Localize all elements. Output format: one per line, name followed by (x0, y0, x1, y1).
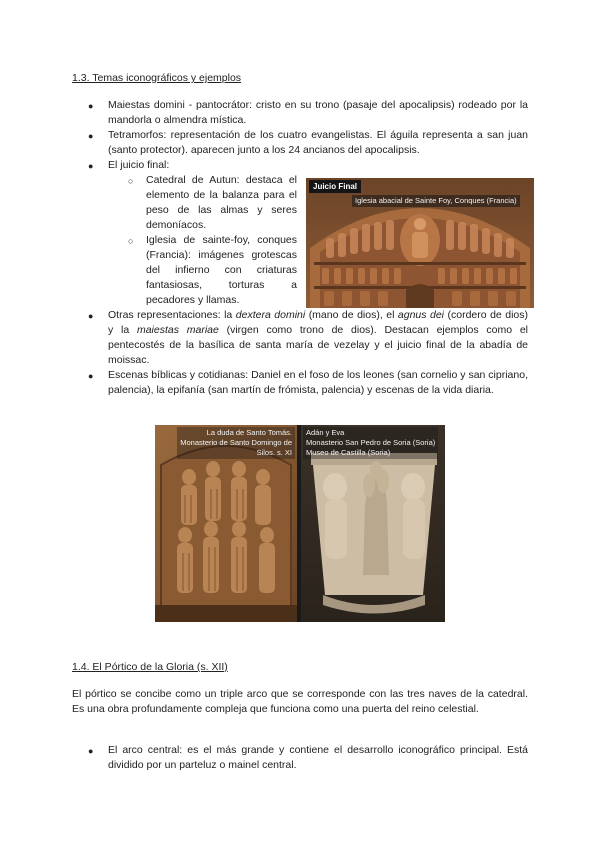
portico-intro: El pórtico se concibe como un triple arco que se corresponde con las tres naves de la catedral. Es una obra profundamente compleja que funciona como una puerta del reino celestial. (72, 688, 528, 715)
section-heading-1-3: 1.3. Temas iconográficos y ejemplos (72, 72, 242, 84)
otras-agnus: agnus dei (397, 309, 445, 321)
otras-text-1: (mano de dios), el (308, 309, 395, 321)
sub-bullet-icon: ○ (128, 236, 134, 246)
bullet-arco-central: El arco central: es el más grande y contiene el desarrollo iconográfico principal. Está dividido por un parteluz o mainel central. (108, 744, 528, 771)
duda-caption-line2: Monasterio de Santo Domingo de (180, 438, 292, 447)
adan-caption (303, 427, 438, 459)
bullet-juicio-final: El juicio final: (108, 159, 170, 171)
otras-text-start: Otras representaciones: la (108, 309, 233, 321)
duda-caption (177, 427, 295, 459)
otras-dextera: dextera domini (235, 309, 306, 321)
adan-caption-line3: Museo de Castilla (Soria) (306, 448, 391, 457)
duda-caption-line3: Silos. s. XI (256, 448, 292, 457)
bullet-escenas-biblicas: Escenas bíblicas y cotidianas: Daniel en el foso de los leones (san cornelio y san cipriano, palencia), la epifanía (san martín de frómista, palencia) y escenas de la vida diaria. (108, 369, 528, 396)
section-heading-1-4: 1.4. El Pórtico de la Gloria (s. XII) (72, 661, 228, 673)
bullet-icon: ● (88, 371, 94, 381)
otras-maiestas-mariae: maiestas mariae (136, 324, 219, 336)
reliefs-image (155, 425, 445, 622)
sub-bullet-conques: Iglesia de sainte-foy, conques (Francia): imágenes grotescas del infierno con criaturas fantasiosas, torturas a pecadores y llamas. (146, 234, 297, 306)
duda-caption-line1: La duda de Santo Tomás. (206, 428, 292, 437)
bullet-icon: ● (88, 161, 94, 171)
bullet-otras-representaciones (108, 308, 528, 368)
sub-bullet-autun: Catedral de Autun: destaca el elemento de la balanza para el peso de las almas y seres demoníacos. (146, 174, 297, 231)
juicio-final-image (306, 178, 534, 308)
bullet-icon: ● (88, 131, 94, 141)
bullet-icon: ● (88, 746, 94, 756)
sub-bullet-icon: ○ (128, 176, 134, 186)
otras-text-2: (cordero de dios) y la (108, 309, 528, 336)
juicio-final-title: Juicio Final (309, 180, 361, 193)
bullet-icon: ● (88, 311, 94, 321)
bullet-icon: ● (88, 101, 94, 111)
otras-text-3: (virgen como trono de dios). Destacan ejemplos como el pentecostés de la basílica de santa maría de vezelay y el juicio final de la abadía de moissac. (108, 324, 528, 366)
juicio-final-caption: Iglesia abacial de Sainte Foy, Conques (Francia) (352, 195, 520, 207)
adan-caption-line1: Adán y Eva (306, 428, 345, 437)
bullet-maiestas: Maiestas domini - pantocrátor: cristo en su trono (pasaje del apocalipsis) rodeado por la mandorla o almendra mística. (108, 99, 528, 126)
bullet-tetramorfos: Tetramorfos: representación de los cuatro evangelistas. El águila representa a san juan (santo protector). aparecen junto a los 24 ancianos del apocalipsis. (108, 129, 528, 156)
adan-caption-line2: Monasterio San Pedro de Soria (Soria) (306, 438, 436, 447)
